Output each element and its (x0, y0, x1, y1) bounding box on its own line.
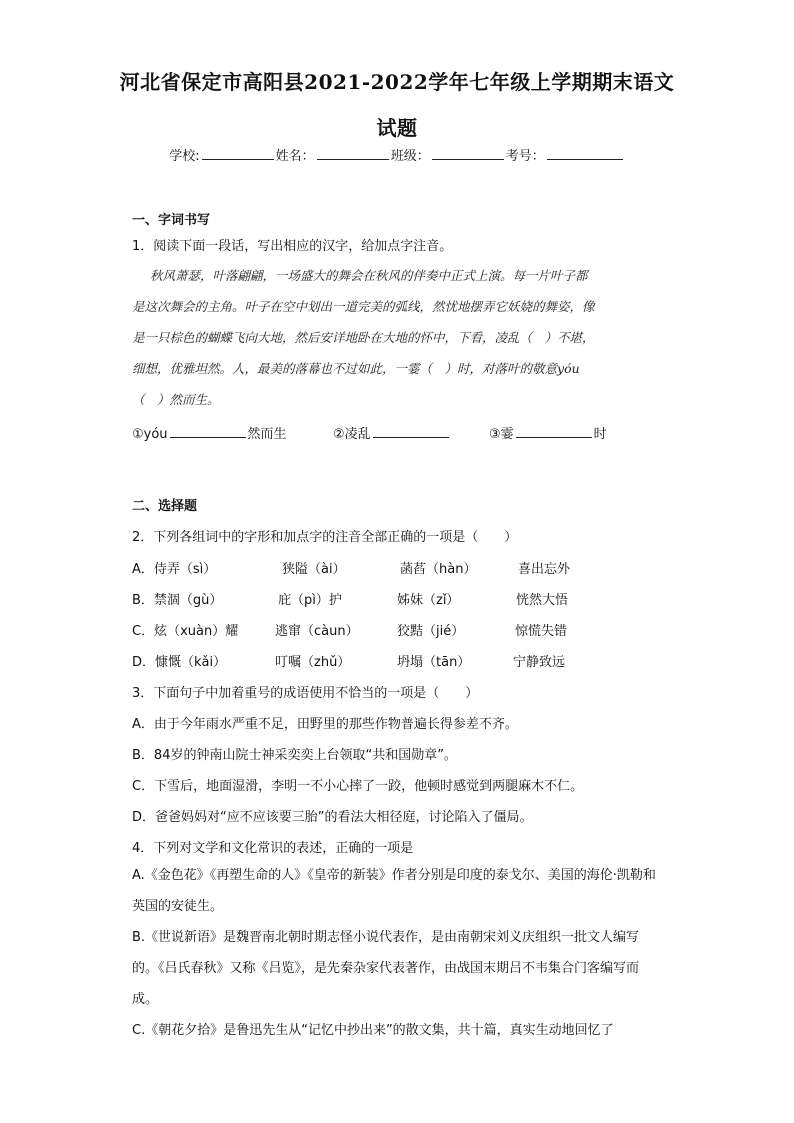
q2-option-b-3: 姊妹（zǐ） (397, 593, 460, 608)
passage-line-1: 秋风萧瑟，叶落翩翩，一场盛大的舞会在秋风的伴奏中正式上演。每一片叶子都 (150, 268, 588, 283)
q2-option-d-3: 坍塌（tān） (397, 655, 471, 670)
q2-option-a-1: A．侍弄（sì） (132, 562, 217, 577)
student-info-line (0, 145, 794, 164)
exam-number-label: 考号： (505, 149, 545, 164)
section-heading-2: 二、选择题 (132, 499, 198, 514)
answer-blank-3: ③霎 时 (489, 427, 607, 442)
question-4-stem: 4．下列对文学和文化常识的表述，正确的一项是 (132, 841, 414, 856)
q2-option-a-2: 狭隘（ài） (282, 562, 346, 577)
q2-option-b-4: 恍然大悟 (516, 593, 569, 608)
q4-option-a: A.《金色花》《再塑生命的人》《皇帝的新装》作者分别是印度的泰戈尔、美国的海伦·凯勒和英国的安徒生。 (132, 868, 656, 914)
class-blank[interactable] (432, 147, 504, 160)
answer-blank-2: ②凌乱 (333, 423, 451, 442)
school-label: 学校: (169, 149, 200, 164)
exam-title-line2: 试题 (376, 116, 418, 140)
q4-option-c: C.《朝花夕拾》是鲁迅先生从“记忆中抄出来”的散文集，共十篇，真实生动地回忆了 (132, 1023, 614, 1038)
answer-input-2[interactable] (373, 425, 449, 438)
q3-option-d: D．爸爸妈妈对“应不应该要三胎”的看法大相径庭，讨论陷入了僵局。 (132, 810, 533, 825)
passage-line-5: （ ）然而生。 (132, 392, 220, 407)
q3-option-c: C．下雪后，地面湿滑，李明一不小心摔了一跤，他顿时感觉到两腿麻木不仁。 (132, 779, 584, 794)
question-2-stem: 2．下列各组词中的字形和加点字的注音全部正确的一项是（ ） (132, 530, 518, 545)
question-1-stem: 1．阅读下面一段话，写出相应的汉字，给加点字注音。 (132, 239, 453, 254)
q2-option-c-4: 惊慌失错 (515, 624, 568, 639)
answer-blank-1: ①yóu 然而生 (132, 427, 287, 442)
q2-option-c-2: 逃窜（càun） (275, 624, 359, 639)
passage-line-3: 是一只棕色的蝴蝶飞向大地，然后安详地卧在大地的怀中，下看，凌乱（ ）不堪， (132, 330, 595, 345)
class-label: 班级： (390, 149, 430, 164)
q2-option-c-1: C．炫（xuàn）耀 (132, 624, 239, 639)
q2-option-d-4: 宁静致远 (513, 655, 566, 670)
question-3-stem: 3．下面句子中加着重号的成语使用不恰当的一项是（ ） (132, 686, 479, 701)
name-blank[interactable] (317, 147, 389, 160)
q2-option-a-4: 喜出忘外 (518, 562, 571, 577)
q2-option-b-1: B．禁涸（gù） (132, 593, 223, 608)
q2-option-c-3: 狡黠（jié） (397, 624, 465, 639)
passage-line-4: 细想，优雅坦然。人，最美的落幕也不过如此，一霎（ ）时，对落叶的敬意yóu (132, 361, 580, 376)
answer-input-3[interactable] (516, 425, 592, 438)
exam-title-line1: 河北省保定市高阳县2021-2022学年七年级上学期期末语文 (119, 70, 675, 94)
q2-option-d-1: D．慷慨（kǎi） (132, 655, 227, 670)
section-heading-1: 一、字词书写 (132, 213, 211, 228)
school-blank[interactable] (202, 147, 274, 160)
q3-option-a: A．由于今年雨水严重不足，田野里的那些作物普遍长得参差不齐。 (132, 717, 518, 732)
q2-option-b-2: 庇（pì）护 (278, 593, 342, 608)
q3-option-b: B．84岁的钟南山院士神采奕奕上台领取“共和国勋章”。 (132, 748, 457, 763)
q2-option-a-3: 菡萏（hàn） (400, 562, 477, 577)
exam-number-blank[interactable] (547, 147, 623, 160)
q2-option-d-2: 叮嘱（zhǔ） (275, 655, 351, 670)
name-label: 姓名： (275, 149, 315, 164)
passage-line-2: 是这次舞会的主角。叶子在空中划出一道完美的弧线，然忧地摆弄它妖娆的舞姿，像 (132, 299, 595, 314)
q4-option-b: B.《世说新语》是魏晋南北朝时期志怪小说代表作，是由南朝宋刘义庆组织一批文人编写的。《吕氏春秋》又称《吕览》，是先秦杂家代表著作，由战国末期吕不韦集合门客编写而成。 (132, 930, 640, 1007)
answer-input-1[interactable] (170, 425, 246, 438)
